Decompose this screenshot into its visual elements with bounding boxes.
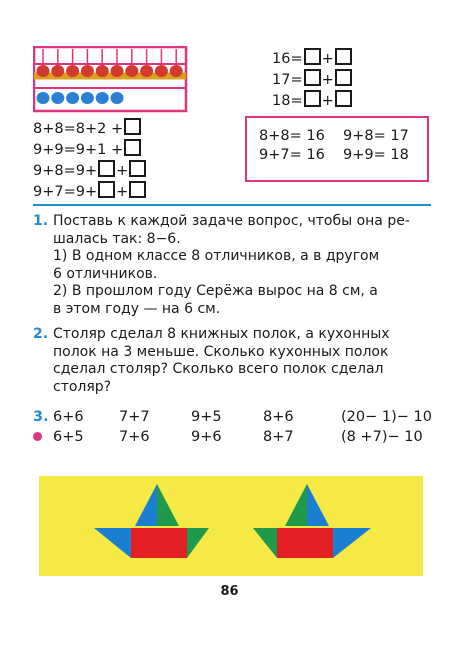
task-1: [33, 213, 433, 318]
task-2: [33, 326, 433, 396]
answer-box[interactable]: [98, 160, 115, 177]
equation-16: 16= +: [272, 48, 353, 69]
task-line: 2) В прошлом году Серёжа вырос на 8 см, а: [53, 283, 378, 299]
abacus-bead-red: [155, 65, 168, 77]
task-line: сделал столяр? Сколько всего полок сделал: [53, 361, 384, 377]
pink-dot-icon: [33, 432, 42, 441]
task-line: Столяр сделал 8 книжных полок, а кухонных: [53, 326, 390, 342]
abacus-bead-red: [111, 65, 124, 77]
answer-box[interactable]: [124, 139, 141, 156]
equation-17: 17= +: [272, 69, 353, 90]
left-equation: 9+9=9+1 +: [33, 139, 147, 160]
abacus-bead-blue: [81, 92, 94, 104]
abacus-bead-blue: [37, 92, 50, 104]
top-right-equations: [272, 48, 353, 111]
answer-box[interactable]: [129, 160, 146, 177]
task-line: 1) В одном классе 8 отличников, а в другом: [53, 248, 380, 264]
abacus-bead-blue: [111, 92, 124, 104]
task-line: 6 отличников.: [53, 265, 158, 282]
abacus-bead-red: [125, 65, 138, 77]
abacus-bead-red: [66, 65, 79, 77]
boats-panel: [39, 476, 423, 576]
abacus-illustration: [33, 46, 189, 114]
abacus-bead-blue: [96, 92, 109, 104]
task-number: 3.: [33, 409, 49, 425]
pink-row: 9+7= 16 9+9= 18: [259, 147, 409, 163]
left-equations: [33, 118, 147, 202]
task-line: столяр?: [53, 378, 112, 395]
task-line: шалась так: 8−6.: [53, 230, 181, 247]
abacus-bead-blue: [66, 92, 79, 104]
answer-box[interactable]: [304, 90, 321, 107]
page-number: 86: [220, 584, 239, 599]
answer-box[interactable]: [335, 48, 352, 65]
pink-equation-box: [245, 116, 429, 182]
abacus-bead-red: [37, 65, 50, 77]
equation-18: 18= +: [272, 90, 353, 111]
answer-box[interactable]: [304, 69, 321, 86]
answer-box[interactable]: [304, 48, 321, 65]
exercise-3-row-1: 3. 6+6 7+7 9+5 8+6 (20− 1)− 10: [33, 409, 432, 425]
abacus-bead-red: [170, 65, 183, 77]
task-number: 1.: [33, 213, 49, 229]
answer-box[interactable]: [98, 181, 115, 198]
left-equation: 9+8=9+ +: [33, 160, 147, 181]
abacus-bead-red: [81, 65, 94, 77]
task-line: в этом году — на 6 см.: [53, 300, 221, 317]
section-divider: [33, 204, 431, 206]
abacus-bead-red: [96, 65, 109, 77]
task-line: полок на 3 меньше. Сколько кухонных полок: [53, 343, 389, 360]
task-line: Поставь к каждой задаче вопрос, чтобы она ре-: [53, 213, 410, 229]
abacus-bead-red: [140, 65, 153, 77]
answer-box[interactable]: [335, 69, 352, 86]
task-number: 2.: [33, 326, 49, 342]
answer-box[interactable]: [335, 90, 352, 107]
left-equation: 8+8=8+2 +: [33, 118, 147, 139]
exercise-3-row-2: 6+5 7+6 9+6 8+7 (8 +7)− 10: [33, 428, 423, 447]
answer-box[interactable]: [124, 118, 141, 135]
answer-box[interactable]: [129, 181, 146, 198]
abacus-bead-red: [51, 65, 64, 77]
pink-row: 8+8= 16 9+8= 17: [259, 128, 409, 144]
left-equation: 9+7=9+ +: [33, 181, 147, 202]
abacus-bead-blue: [51, 92, 64, 104]
